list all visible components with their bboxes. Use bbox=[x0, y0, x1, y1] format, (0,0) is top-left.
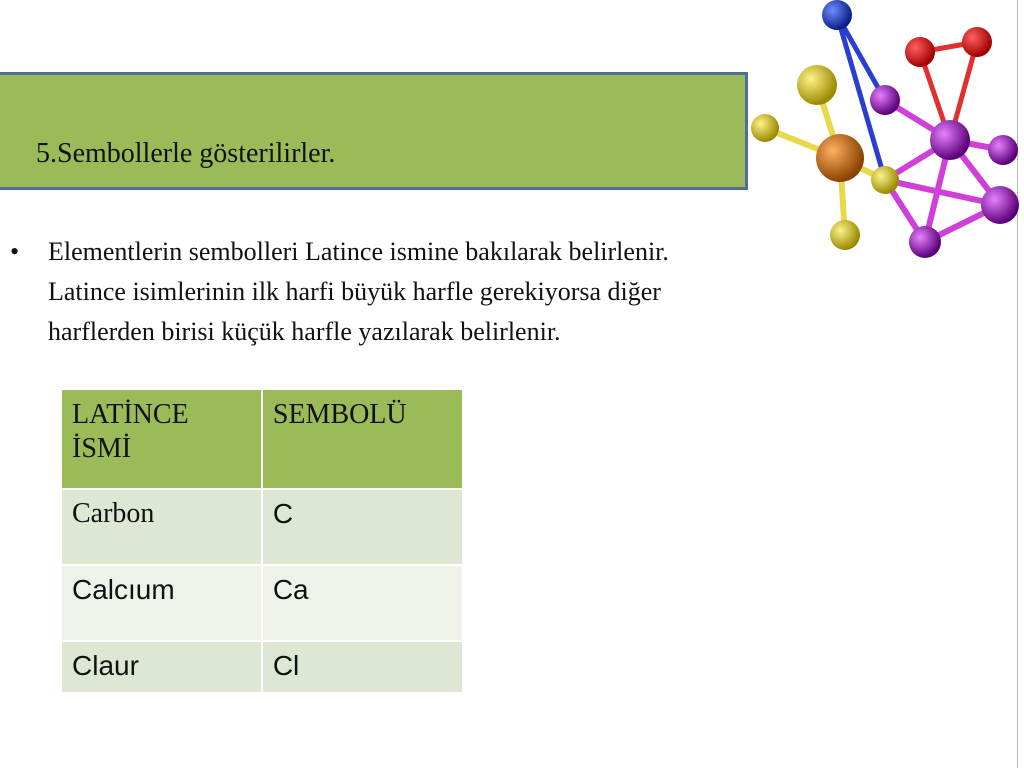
table-header-row bbox=[61, 389, 463, 489]
bullet-paragraph bbox=[10, 232, 870, 352]
cell-latin-name: Carbon bbox=[61, 489, 262, 565]
bullet-line: harflerden birisi küçük harfle yazılarak belirlenir. bbox=[48, 317, 561, 346]
table-row bbox=[61, 489, 463, 565]
table-row bbox=[61, 641, 463, 693]
slide-title: 5.Sembollerle gösterilirler. bbox=[36, 138, 336, 169]
header-symbol: SEMBOLÜ bbox=[262, 389, 463, 489]
header-latin-name: LATİNCE İSMİ bbox=[61, 389, 262, 489]
bullet-marker: • bbox=[10, 237, 20, 266]
element-symbol-table bbox=[60, 388, 464, 694]
cell-symbol: Ca bbox=[262, 565, 463, 641]
cell-symbol: C bbox=[262, 489, 463, 565]
molecule-model-icon bbox=[745, 0, 1020, 275]
cell-latin-name: Calcıum bbox=[61, 565, 262, 641]
table-row bbox=[61, 565, 463, 641]
bullet-line: Elementlerin sembolleri Latince ismine bakılarak belirlenir. bbox=[48, 237, 669, 266]
cell-symbol: Cl bbox=[262, 641, 463, 693]
bullet-line: Latince isimlerinin ilk harfi büyük harfle gerekiyorsa diğer bbox=[48, 277, 661, 306]
cell-latin-name: Claur bbox=[61, 641, 262, 693]
